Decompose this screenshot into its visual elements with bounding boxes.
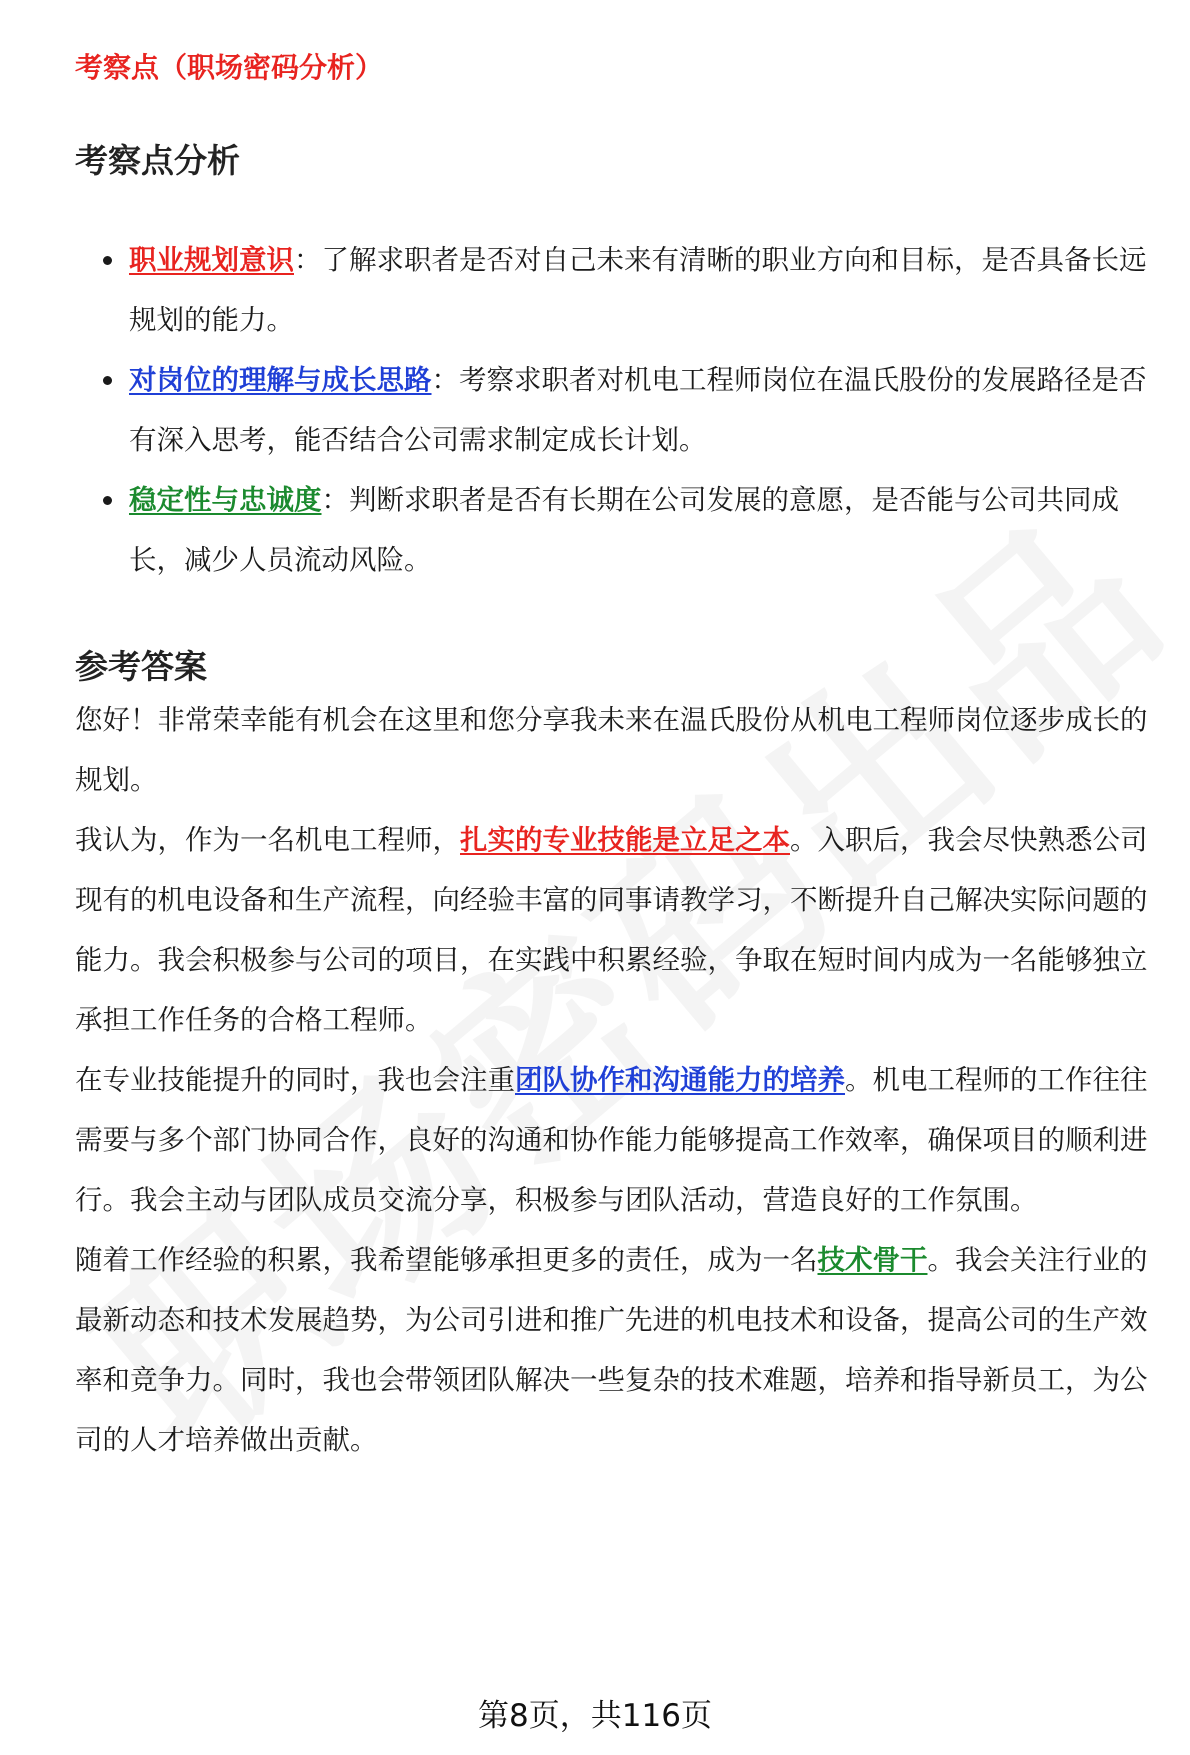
analysis-title: 考察点分析 xyxy=(75,141,240,180)
paragraph-text: 。入职后，我会尽快熟悉公司现有的机电设备和生产流程，向经验丰富的同事请教学习，不断提升自己解决实际问题的能力。我会积极参与公司的项目，在实践中积累经验，争取在短时间内成为一名能够独立承担工作任务的合格工程师。 xyxy=(75,824,1148,1036)
page-number: 第8页，共116页 xyxy=(478,1698,712,1734)
page-content xyxy=(75,48,1157,1470)
paragraph-text: 在专业技能提升的同时，我也会注重 xyxy=(75,1064,515,1096)
analysis-point-text: 考察求职者对机电工程师岗位在温氏股份的发展路径是否有深入思考，能否结合公司需求制定成长计划。 xyxy=(129,364,1147,456)
bullet-icon xyxy=(103,376,112,385)
paragraph-text: 您好！非常荣幸能有机会在这里和您分享我未来在温氏股份从机电工程师岗位逐步成长的规划。 xyxy=(75,704,1148,796)
paragraph-highlight: 技术骨干 xyxy=(817,1244,928,1276)
paragraph-highlight: 扎实的专业技能是立足之本 xyxy=(460,824,790,856)
analysis-point xyxy=(129,230,1157,350)
bullet-icon xyxy=(103,496,112,505)
paragraph-highlight: 团队协作和沟通能力的培养 xyxy=(515,1064,845,1096)
answer-paragraph xyxy=(75,1230,1157,1470)
analysis-point-text: 判断求职者是否有长期在公司发展的意愿，是否能与公司共同成长，减少人员流动风险。 xyxy=(129,484,1119,576)
analysis-point-keyword: 稳定性与忠诚度 xyxy=(129,484,322,516)
analysis-point-keyword: 对岗位的理解与成长思路 xyxy=(129,364,432,396)
analysis-point-list xyxy=(75,230,1157,590)
answer-title: 参考答案 xyxy=(75,647,207,686)
kaochadian-label: 考察点（职场密码分析） xyxy=(75,51,384,84)
analysis-point-separator: ： xyxy=(321,484,349,516)
analysis-point xyxy=(129,470,1157,590)
analysis-point-keyword: 职业规划意识 xyxy=(129,244,294,276)
answer-paragraph xyxy=(75,1050,1157,1230)
paragraph-text: 。机电工程师的工作往往需要与多个部门协同合作，良好的沟通和协作能力能够提高工作效率，确保项目的顺利进行。我会主动与团队成员交流分享，积极参与团队活动，营造良好的工作氛围。 xyxy=(75,1064,1148,1216)
analysis-point xyxy=(129,350,1157,470)
paragraph-text: 我认为，作为一名机电工程师， xyxy=(75,824,460,856)
analysis-point-separator: ： xyxy=(294,244,322,276)
answer-paragraph xyxy=(75,690,1157,810)
bullet-icon xyxy=(103,256,112,265)
paragraph-text: 随着工作经验的积累，我希望能够承担更多的责任，成为一名 xyxy=(75,1244,818,1276)
analysis-point-text: 了解求职者是否对自己未来有清晰的职业方向和目标，是否具备长远规划的能力。 xyxy=(129,244,1147,336)
answer-paragraph xyxy=(75,810,1157,1050)
analysis-point-separator: ： xyxy=(431,364,459,396)
paragraph-text: 。我会关注行业的最新动态和技术发展趋势，为公司引进和推广先进的机电技术和设备，提高公司的生产效率和竞争力。同时，我也会带领团队解决一些复杂的技术难题，培养和指导新员工，为公司的人才培养做出贡献。 xyxy=(75,1244,1148,1456)
